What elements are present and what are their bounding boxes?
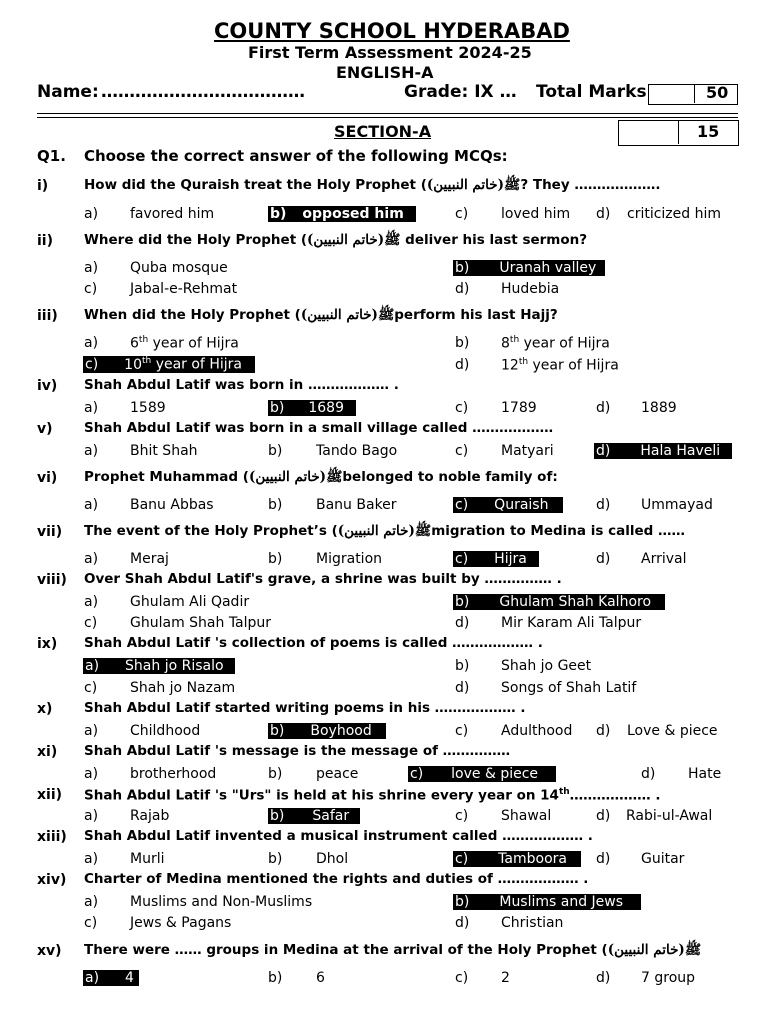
option-label: b) [270,723,285,739]
option-selected[interactable] [83,970,139,986]
question-text-part: Where did the Holy Prophet ( [84,232,308,248]
option-text[interactable]: Shawal [501,808,552,824]
option-label: c) [455,723,469,739]
question-text [84,944,701,958]
option-text[interactable] [130,336,239,351]
option-text: 4 [125,970,134,986]
question-text-part: belonged to noble family of: [342,469,558,485]
option-text[interactable]: Quba mosque [130,260,228,276]
option-text: opposed him [302,206,404,222]
option-text[interactable] [501,358,619,373]
option-label: a) [85,658,100,674]
option-text[interactable]: Banu Abbas [130,497,214,513]
option-text[interactable] [501,336,610,351]
section-marks-divider [678,120,679,144]
option-suffix-text: year of Hijra [155,356,242,373]
question-arabic-title: (خاتم النبیین) [607,942,685,958]
option-label: c) [455,443,469,459]
option-label: c) [84,281,98,297]
option-label: d) [455,915,470,931]
option-label: b) [268,443,283,459]
salutation-glyph: ﷺ [504,177,521,193]
salutation-glyph: ﷺ [684,942,702,958]
option-text[interactable]: 2 [501,970,510,986]
option-selected[interactable] [453,851,581,867]
option-label: b) [268,497,283,513]
option-text[interactable]: Jabal-e-Rehmat [130,281,238,297]
option-text: Ghulam Shah Kalhoro [499,594,652,610]
option-text: Uranah valley [499,260,597,276]
question-arabic-title: (خاتم النبیین) [426,177,505,193]
option-label: c) [410,766,424,782]
option-label: c) [84,615,98,631]
question-text: Charter of Medina mentioned the rights and duties of ……………… . [84,871,589,887]
question-text: Shah Abdul Latif started writing poems in his ……………… . [84,700,526,716]
question-text-part: ? They ………………. [520,177,661,193]
option-selected[interactable] [268,206,416,222]
option-text[interactable]: Murli [130,851,165,867]
option-label: c) [455,808,469,824]
option-selected[interactable] [268,808,360,824]
question-number: ii) [37,233,53,249]
option-label: d) [596,851,611,867]
option-label: d) [455,281,470,297]
option-label: c) [455,400,469,416]
option-selected[interactable] [594,443,732,459]
question-text [84,309,558,323]
question-text-part: The event of the Holy Prophet’s ( [84,523,338,539]
question-text: Shah Abdul Latif was born in ……………… . [84,377,399,393]
option-label: b) [268,766,283,782]
option-text: Quraish [494,497,549,513]
option-label: c) [455,497,469,513]
subject-title: ENGLISH-A [336,63,434,82]
option-text: Safar [312,808,350,824]
question-number: iv) [37,378,58,394]
option-label: d) [455,357,470,373]
option-label: b) [270,206,287,222]
salutation-glyph: ﷺ [384,232,401,248]
option-label: a) [84,335,99,351]
question-number: xv) [37,943,62,959]
option-label: c) [455,851,469,867]
option-suffix-text: year of Hijra [523,335,610,352]
salutation-glyph: ﷺ [414,523,432,539]
option-label: a) [84,766,99,782]
exam-title: First Term Assessment 2024-25 [248,43,532,62]
question-text-part: migration to Medina is called …… [431,523,685,539]
option-selected[interactable] [453,594,665,610]
option-text[interactable]: loved him [501,206,571,222]
section-marks-value: 15 [697,122,720,141]
option-suffix-text: year of Hijra [152,335,239,352]
question-text-part: perform his last Hajj? [394,307,558,323]
option-text[interactable]: favored him [130,206,215,222]
option-text[interactable]: Banu Baker [316,497,397,513]
option-text[interactable]: Shah jo Geet [501,658,592,674]
option-label: b) [455,335,470,351]
option-label: a) [84,851,99,867]
option-text[interactable]: Shah jo Nazam [130,680,236,696]
option-text[interactable]: 1889 [641,400,677,416]
option-text[interactable]: Rajab [130,808,170,824]
option-text[interactable]: Adulthood [501,723,573,739]
salutation-glyph: ﷺ [326,469,343,485]
option-selected[interactable] [453,497,563,513]
option-label: a) [84,894,99,910]
option-text[interactable]: Migration [316,551,383,567]
option-text[interactable]: Muslims and Non-Muslims [130,894,313,910]
option-label: d) [596,497,611,513]
question-number: xii) [37,787,63,803]
option-text[interactable]: Ghulam Ali Qadir [130,594,250,610]
option-text[interactable]: peace [316,766,359,782]
option-text[interactable]: brotherhood [130,766,217,782]
option-label: a) [84,206,99,222]
name-label: Name: [37,82,99,102]
question-text-part: ……………… . [569,787,661,804]
option-text[interactable]: Guitar [641,851,685,867]
option-label: b) [270,808,285,824]
option-text[interactable]: 1789 [501,400,537,416]
total-marks-divider [694,84,695,103]
option-label: b) [455,658,470,674]
question-text [84,471,558,485]
option-label: a) [84,594,99,610]
option-text: Boyhood [310,723,372,739]
q1-number: Q1. [37,147,66,165]
question-number: xiii) [37,829,67,845]
option-label: a) [84,260,99,276]
option-text[interactable]: Matyari [501,443,554,459]
ordinal-suffix: th [518,357,529,367]
name-field[interactable]: ……………………………… [101,82,305,102]
question-text-part: There were …… groups in Medina at the arrival of the Holy Prophet ( [84,942,608,958]
option-text: Tamboora [498,851,567,867]
option-selected[interactable] [408,766,556,782]
option-selected[interactable] [453,260,605,276]
option-label: b) [268,851,283,867]
option-selected[interactable] [453,551,539,567]
question-number: vi) [37,470,58,486]
option-label: d) [455,615,470,631]
option-label: c) [84,915,98,931]
option-label: d) [596,400,611,416]
option-text[interactable]: Songs of Shah Latif [501,680,637,696]
question-text: Over Shah Abdul Latif's grave, a shrine was built by …………… . [84,571,562,587]
question-number: ix) [37,636,58,652]
option-selected[interactable] [83,356,255,373]
question-arabic-title: (خاتم النبیین) [307,232,385,248]
question-number: xiv) [37,872,67,888]
option-label: d) [596,723,611,739]
ordinal-suffix: th [142,356,152,366]
option-label: c) [455,970,469,986]
option-text: Hala Haveli [640,443,721,459]
option-number: 6 [130,335,139,352]
question-text-part: When did the Holy Prophet ( [84,307,301,323]
option-label: b) [268,551,283,567]
option-number: 12 [501,357,519,374]
option-label: d) [596,808,611,824]
question-text [84,234,587,248]
option-label: a) [84,723,99,739]
option-label: b) [270,400,285,416]
option-label: b) [268,970,283,986]
question-number: x) [37,701,53,717]
option-text[interactable]: Hudebia [501,281,560,297]
option-text[interactable]: Love & piece [627,723,718,739]
option-selected[interactable] [268,400,356,416]
question-number: vii) [37,524,63,540]
option-text[interactable]: 6 [316,970,325,986]
option-text[interactable]: Rabi-ul-Awal [626,808,713,824]
option-text: 1689 [308,400,344,416]
ordinal-suffix: th [558,787,570,797]
option-selected[interactable] [268,723,386,739]
option-label: d) [641,766,656,782]
question-text-part: How did the Quraish treat the Holy Prophet ( [84,177,427,193]
option-label: a) [84,808,99,824]
question-text: Shah Abdul Latif invented a musical instrument called ……………… . [84,828,593,844]
option-label: a) [84,443,99,459]
option-label: b) [455,894,470,910]
option-label: a) [84,551,99,567]
ordinal-suffix: th [138,335,149,345]
question-text [84,525,685,539]
option-label: a) [84,497,99,513]
option-text[interactable]: Arrival [641,551,687,567]
option-text[interactable]: Meraj [130,551,169,567]
option-text[interactable]: Ghulam Shah Talpur [130,615,272,631]
question-text-part: deliver his last sermon? [400,232,588,248]
option-label: d) [596,206,611,222]
option-text[interactable]: Christian [501,915,564,931]
option-text[interactable]: Childhood [130,723,201,739]
option-label: a) [85,970,100,986]
question-text-part: Shah Abdul Latif 's "Urs" is held at his shrine every year on 14 [84,787,559,804]
question-number: viii) [37,572,67,588]
option-label: a) [84,400,99,416]
question-arabic-title: (خاتم النبیین) [300,307,378,323]
question-number: xi) [37,744,58,760]
ordinal-suffix: th [509,335,520,345]
question-arabic-title: (خاتم النبیین) [337,523,415,539]
option-label: d) [596,443,611,459]
option-text[interactable]: 7 group [641,970,696,986]
option-text[interactable]: Dhol [316,851,349,867]
option-label: c) [84,680,98,696]
option-text[interactable]: Bhit Shah [130,443,198,459]
question-number: iii) [37,308,58,324]
option-suffix-text: year of Hijra [532,357,619,374]
option-text[interactable]: Mir Karam Ali Talpur [501,615,642,631]
option-text[interactable]: Tando Bago [316,443,398,459]
question-text [84,788,661,803]
option-label: c) [455,551,469,567]
question-number: i) [37,178,49,194]
option-text[interactable]: Ummayad [641,497,713,513]
question-text: Shah Abdul Latif 's collection of poems is called ……………… . [84,635,543,651]
option-selected[interactable] [453,894,641,910]
option-text: love & piece [451,766,539,782]
option-number: 10 [124,356,142,373]
question-number: v) [37,421,53,437]
header-divider-bottom [37,117,738,118]
question-text: Shah Abdul Latif 's message is the message of …………… [84,743,511,759]
grade-label: Grade: IX … [404,82,517,102]
option-label: d) [596,551,611,567]
question-text: Shah Abdul Latif was born in a small village called ……………… [84,420,554,436]
q1-instruction: Choose the correct answer of the following MCQs: [84,147,508,165]
option-number: 8 [501,335,510,352]
option-selected[interactable] [83,658,235,674]
question-text-part: Prophet Muhammad ( [84,469,249,485]
option-text[interactable]: Jews & Pagans [130,915,232,931]
option-label: d) [455,680,470,696]
option-text: Shah jo Risalo [125,658,224,674]
question-arabic-title: (خاتم النبیین) [248,469,327,485]
option-text[interactable]: Hate [688,766,722,782]
header-divider-top [37,113,738,114]
option-text[interactable]: 1589 [130,400,166,416]
question-text [84,179,660,193]
salutation-glyph: ﷺ [377,307,395,323]
option-text[interactable]: criticized him [627,206,722,222]
option-label: b) [455,260,470,276]
option-label: c) [85,356,99,373]
option-label: c) [455,206,469,222]
option-label: d) [596,970,611,986]
school-name: COUNTY SCHOOL HYDERABAD [214,19,570,43]
total-marks-label: Total Marks [536,82,647,102]
section-title: SECTION-A [334,122,432,141]
option-text: Hijra [494,551,527,567]
option-text: Muslims and Jews [499,894,624,910]
option-label: b) [455,594,470,610]
total-marks-value: 50 [706,83,729,102]
